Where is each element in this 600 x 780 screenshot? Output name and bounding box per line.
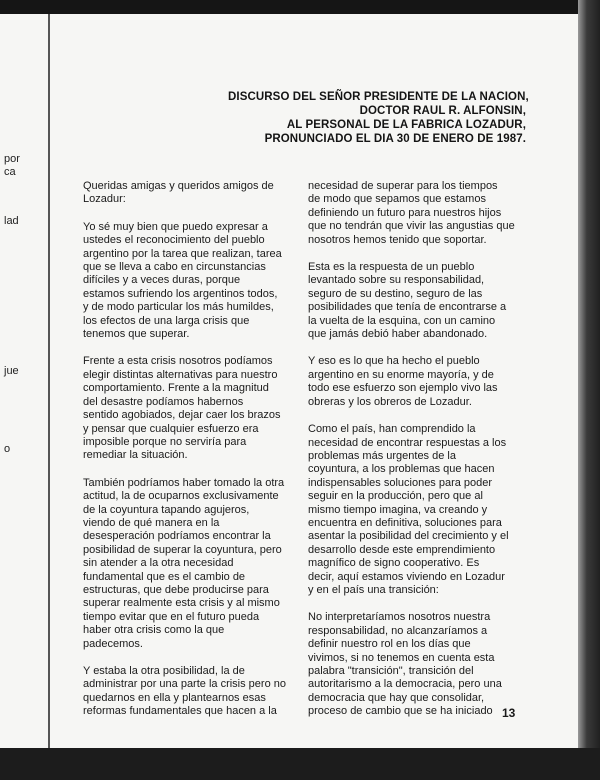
text-line: y de modo particular los más humildes, <box>83 301 274 314</box>
text-line: estamos sufriendo los argentinos todos, <box>83 287 278 300</box>
text-line: vivimos, si no tenemos en cuenta esta <box>308 651 495 664</box>
paragraph <box>83 180 283 207</box>
text-line: que no tendrán que vivir las angustias que <box>308 220 515 233</box>
text-line: posibilidades que tenía de encontrarse a <box>308 301 507 314</box>
text-line: los efectos de una larga crisis que <box>83 314 250 327</box>
text-line: viendo de qué manera en la <box>83 516 220 529</box>
text-line: magnífico de signo cooperativo. Es <box>308 557 480 570</box>
scan-top-border <box>0 0 600 14</box>
text-line: seguir en la producción, pero que al <box>308 490 483 503</box>
text-line: responsabilidad, no alcanzaríamos a <box>308 624 488 637</box>
paragraph <box>83 477 283 651</box>
text-column-right <box>308 180 522 733</box>
text-line: Y eso es lo que ha hecho el pueblo <box>308 355 480 368</box>
paragraph <box>83 221 283 342</box>
text-line: decir, aquí estamos viviendo en Lozadur <box>308 570 505 583</box>
text-line: la vuelta de la esquina, con un camino <box>308 314 496 327</box>
text-line: de la coyuntura tapando agujeros, <box>83 503 250 516</box>
text-line: imposible porque no serviría para <box>83 435 247 448</box>
text-line: desesperación podríamos encontrar la <box>83 530 271 543</box>
text-line: mismo tiempo imagina, va creando y <box>308 503 488 516</box>
paragraph <box>308 261 522 341</box>
text-line: No interpretaríamos nosotros nuestra <box>308 611 491 624</box>
text-line: argentino en su enorme mayoría, y de <box>308 368 494 381</box>
page-number: 13 <box>502 706 516 720</box>
heading-line: AL PERSONAL DE LA FABRICA LOZADUR, <box>286 119 526 131</box>
text-line: indispensables soluciones para poder <box>308 476 493 489</box>
text-line: sentido agobiados, dejar caer los brazos <box>83 409 281 422</box>
text-line: levantado sobre su responsabilidad, <box>308 274 485 287</box>
text-line: sin atender a la otra necesidad <box>83 557 234 570</box>
text-line: Y estaba la otra posibilidad, la de <box>83 665 245 677</box>
text-line: asentar la posibilidad del crecimiento y el <box>308 530 509 543</box>
text-line: necesidad de superar para los tiempos <box>308 180 498 192</box>
text-line: actitud, la de ocuparnos exclusivamente <box>83 490 279 503</box>
text-line: seguro de su destino, seguro de las <box>308 287 483 300</box>
text-line: Frente a esta crisis nosotros podíamos <box>83 355 273 368</box>
text-line: desarrollo desde este emprendimiento <box>308 543 496 556</box>
text-line: difíciles y a veces duras, porque <box>83 274 241 287</box>
text-line: autoritarismo a la democracia, pero una <box>308 678 502 691</box>
text-line: que jamás debió haber abandonado. <box>308 328 488 341</box>
text-line: y en el país una transición: <box>308 583 439 596</box>
paragraph <box>83 355 283 462</box>
text-line: proceso de cambio que se ha iniciado <box>308 705 493 718</box>
text-line: superar realmente esta crisis y al mismo <box>83 597 280 610</box>
text-line: Lozadur: <box>83 193 126 206</box>
text-line: También podríamos haber tomado la otra <box>83 476 285 489</box>
text-line: quedarnos en ella y plantearnos esas <box>83 691 266 704</box>
text-line: de modo que sepamos que estamos <box>308 193 486 206</box>
text-line: palabra "transición", transición del <box>308 665 474 677</box>
text-line: Como el país, han comprendido la <box>308 423 476 436</box>
text-line: fundamental que es el cambio de <box>83 570 246 583</box>
text-column-left <box>83 180 286 733</box>
paragraph <box>308 423 522 597</box>
text-line: nosotros hemos tenido que soportar. <box>308 233 487 246</box>
paragraph <box>308 611 522 718</box>
text-line: administrar por una parte la crisis pero no <box>83 678 286 691</box>
binding-gutter-line <box>48 14 50 748</box>
text-line: tenemos que superar. <box>83 328 190 341</box>
text-line: remediar la situación. <box>83 449 188 462</box>
margin-fragment: por <box>4 153 20 165</box>
heading-line: DISCURSO DEL SEÑOR PRESIDENTE DE LA NACION, <box>228 91 529 103</box>
text-line: haber otra crisis como la que <box>83 624 225 637</box>
text-line: y pensar que cualquier esfuerzo era <box>83 422 259 435</box>
text-line: Queridas amigas y queridos amigos de <box>83 180 274 192</box>
text-line: elegir distintas alternativas para nuestro <box>83 368 278 381</box>
scan-right-border <box>578 0 600 780</box>
text-line: democracia que hay que consolidar, <box>308 691 485 704</box>
text-line: necesidad de encontrar respuestas a los <box>308 436 507 449</box>
paragraph <box>308 180 522 247</box>
margin-fragment: o <box>4 443 11 455</box>
text-line: definiendo un futuro para nuestros hijos <box>308 206 502 219</box>
text-line: definir nuestro rol en los días que <box>308 638 471 651</box>
text-line: coyuntura, a los problemas que hacen <box>308 463 495 476</box>
text-line: argentino por la tarea que realizan, tarea <box>83 247 282 260</box>
text-line: posibilidad de superar la coyuntura, pero <box>83 543 282 556</box>
text-line: reformas fundamentales que hacen a la <box>83 705 277 718</box>
text-line: padecemos. <box>83 637 143 650</box>
heading-line: DOCTOR RAUL R. ALFONSIN, <box>359 105 526 117</box>
margin-fragment: ca <box>4 166 16 178</box>
text-line: que se lleva a cabo en circunstancias <box>83 261 266 274</box>
paragraph <box>308 355 522 409</box>
text-line: Esta es la respuesta de un pueblo <box>308 261 475 274</box>
text-line: obreras y los obreros de Lozadur. <box>308 395 472 408</box>
text-line: estructuras, que debe producirse para <box>83 583 269 596</box>
margin-fragment: jue <box>4 365 19 377</box>
scan-bottom-border <box>0 748 600 780</box>
text-line: ustedes el reconocimiento del pueblo <box>83 234 265 247</box>
text-line: Yo sé muy bien que puedo expresar a <box>83 220 268 233</box>
text-line: encuentra en definitiva, soluciones para <box>308 516 502 529</box>
paragraph <box>83 665 286 719</box>
text-line: tiempo evitar que en el futuro pueda <box>83 610 260 623</box>
text-line: del desastre podíamos habernos <box>83 395 244 408</box>
text-line: problemas más urgentes de la <box>308 449 456 462</box>
heading-line: PRONUNCIADO EL DIA 30 DE ENERO DE 1987. <box>264 133 526 145</box>
speech-heading <box>228 90 529 146</box>
text-line: todo ese esfuerzo son ejemplo vivo las <box>308 382 498 395</box>
margin-fragment: lad <box>4 215 19 227</box>
text-line: comportamiento. Frente a la magnitud <box>83 382 269 395</box>
